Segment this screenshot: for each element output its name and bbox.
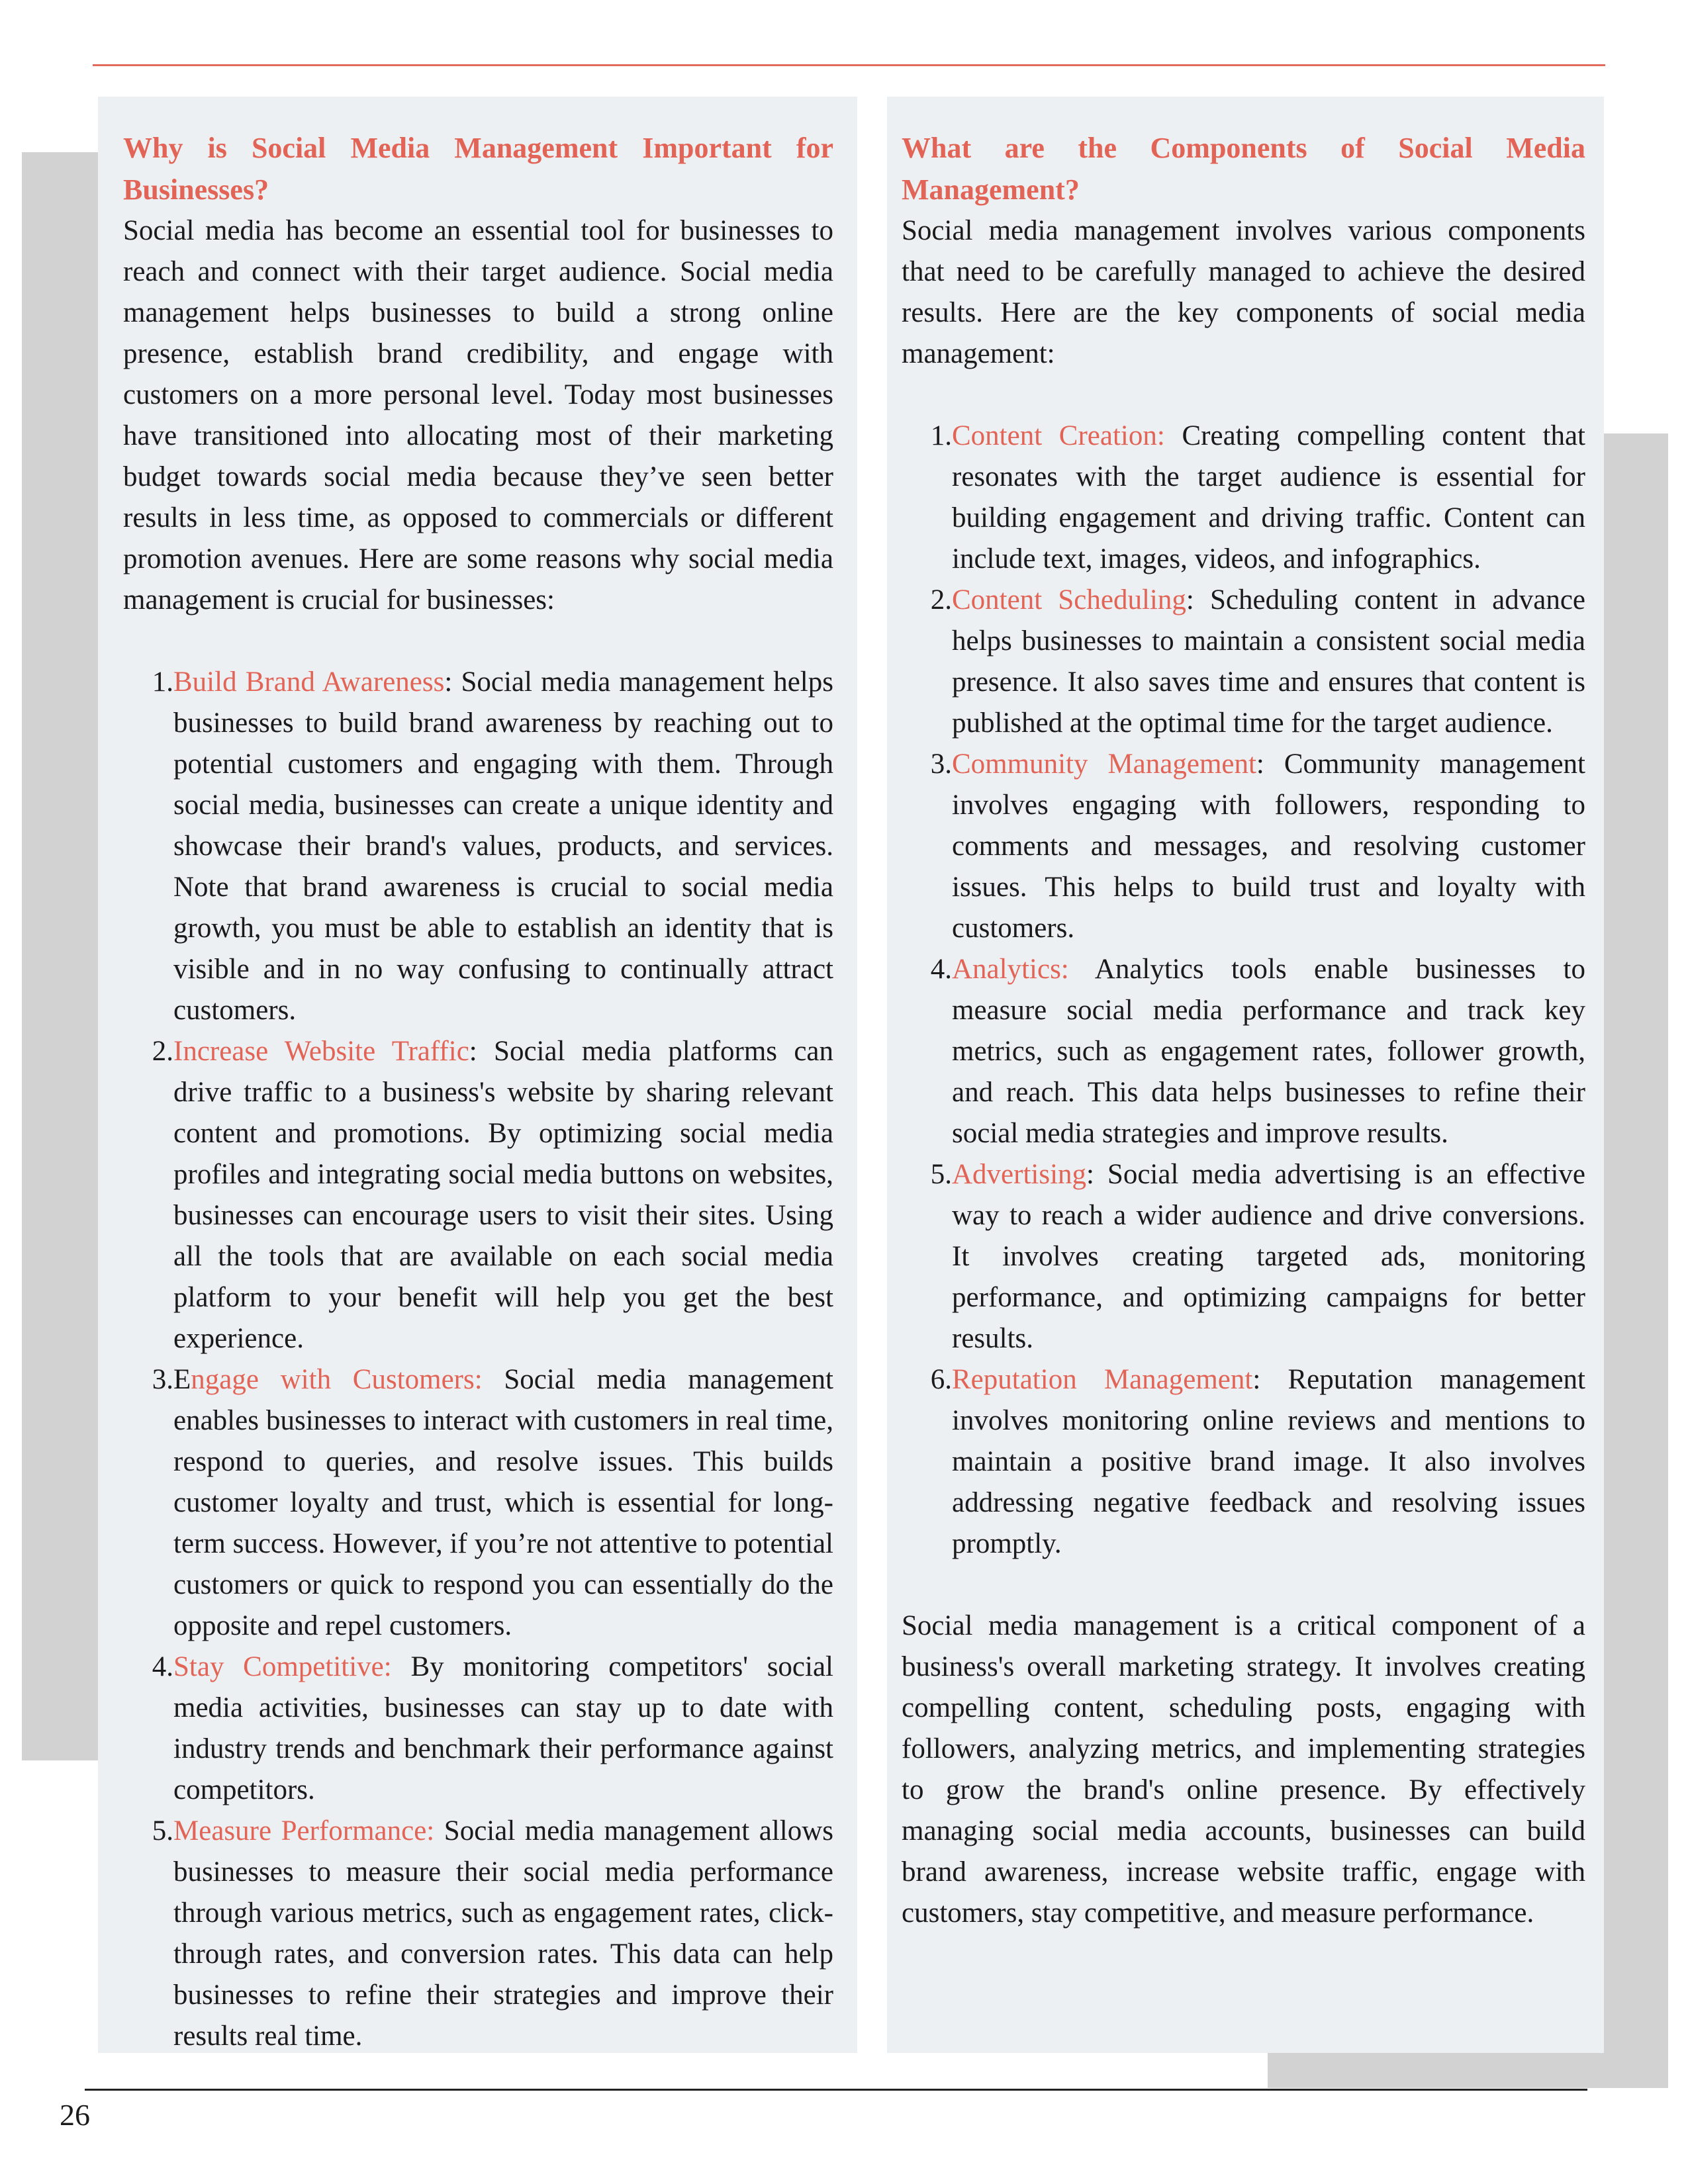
item-body: : Social media management helps businesses to build brand awareness by reaching out to potential customers and engaging with them. Through social media, businesses can create a unique identity and showcase their brand's values, products, and services. Note that brand awareness is crucial to social media growth, you must be able to establish an identity that is visible and in no way confusing to continually attract customers. xyxy=(173,666,833,1026)
list-item xyxy=(123,1811,833,2057)
item-body: Analytics tools enable businesses to measure social media performance and track key metrics, such as engagement rates, follower growth, and reach. This data helps businesses to refine their social media strategies and improve results. xyxy=(952,954,1585,1149)
item-keyword: Stay Competitive: xyxy=(173,1651,392,1682)
item-keyword: Content Scheduling xyxy=(952,584,1186,615)
item-keyword: Measure Performance: xyxy=(173,1815,435,1846)
list-item-text xyxy=(952,949,1585,1154)
item-body: Social media management enables businesses to interact with customers in real time, respond to queries, and resolve issues. This builds customer loyalty and trust, which is essential for long-term success. However, if you’re not attentive to potential customers or quick to respond you can essentially do the opposite and repel customers. xyxy=(173,1364,833,1641)
list-number: 2. xyxy=(152,1036,173,1067)
list-item xyxy=(123,1359,833,1647)
left-heading: Why is Social Media Management Important for Businesses? xyxy=(123,132,833,206)
item-body: : Community management involves engaging with followers, responding to comments and messages, and resolving customer issues. This helps to build trust and loyalty with customers. xyxy=(952,749,1585,944)
list-number: 5. xyxy=(152,1815,173,1846)
list-item xyxy=(123,1031,833,1359)
item-prefix: E xyxy=(173,1364,191,1395)
list-item xyxy=(902,949,1585,1154)
item-body: : Social media platforms can drive traffic to a business's website by sharing relevant content and promotions. By optimizing social media profiles and integrating social media buttons on websites, businesses can encourage users to visit their sites. Using all the tools that are available on each social media platform to your benefit will help you get the best experience. xyxy=(173,1036,833,1354)
list-item xyxy=(902,744,1585,949)
left-reasons-list xyxy=(123,662,833,2057)
item-body: : Reputation management involves monitoring online reviews and mentions to maintain a positive brand image. It also involves addressing negative feedback and resolving issues promptly. xyxy=(952,1364,1585,1559)
item-keyword: Increase Website Traffic xyxy=(173,1036,469,1067)
item-keyword: Reputation Management xyxy=(952,1364,1253,1395)
list-item xyxy=(902,1154,1585,1359)
list-number: 3. xyxy=(930,749,952,780)
list-number: 1. xyxy=(930,420,952,451)
list-number: 6. xyxy=(930,1364,952,1395)
item-body: : Social media advertising is an effective way to reach a wider audience and drive conversions. It involves creating targeted ads, monitoring performance, and optimizing campaigns for better results. xyxy=(952,1159,1585,1354)
item-body: Creating compelling content that resonates with the target audience is essential for building engagement and driving traffic. Content can include text, images, videos, and infographics. xyxy=(952,420,1585,574)
list-number: 4. xyxy=(930,954,952,985)
list-item xyxy=(123,1647,833,1811)
right-intro: Social media management involves various components that need to be carefully managed to achieve the desired results. Here are the key components of social media management: xyxy=(902,215,1585,369)
item-keyword: Advertising xyxy=(952,1159,1087,1190)
list-item-text xyxy=(173,1647,833,1811)
item-keyword: Community Management xyxy=(952,749,1256,780)
page-number: 26 xyxy=(60,2098,90,2132)
list-item xyxy=(902,1359,1585,1565)
item-keyword: Build Brand Awareness xyxy=(173,666,445,698)
list-number: 2. xyxy=(930,584,952,615)
list-item-text xyxy=(952,1154,1585,1359)
list-number: 1. xyxy=(152,666,173,698)
list-item xyxy=(902,416,1585,580)
spacer xyxy=(902,1565,1585,1606)
list-number: 3. xyxy=(152,1364,173,1395)
list-item-text xyxy=(173,662,833,1031)
list-item-text xyxy=(173,1359,833,1647)
list-item-text xyxy=(952,1359,1585,1565)
footer-rule xyxy=(85,2089,1587,2091)
item-keyword: Analytics: xyxy=(952,954,1069,985)
item-keyword: Content Creation: xyxy=(952,420,1165,451)
left-column xyxy=(98,97,857,2053)
list-item-text xyxy=(952,416,1585,580)
list-item xyxy=(902,580,1585,744)
list-item-text xyxy=(952,744,1585,949)
right-conclusion: Social media management is a critical component of a business's overall marketing strategy. It involves creating compelling content, scheduling posts, engaging with followers, analyzing metrics, and implementing strategies to grow the brand's online presence. By effectively managing social media accounts, businesses can build brand awareness, increase website traffic, engage with customers, stay competitive, and measure performance. xyxy=(902,1610,1585,1929)
right-heading: What are the Components of Social Media Management? xyxy=(902,132,1585,206)
list-item-text xyxy=(952,580,1585,744)
item-body: Social media management allows businesses to measure their social media performance through various metrics, such as engagement rates, click-through rates, and conversion rates. This data can help businesses to refine their strategies and improve their results real time. xyxy=(173,1815,834,2052)
list-item-text xyxy=(173,1811,833,2057)
left-intro: Social media has become an essential tool for businesses to reach and connect with their target audience. Social media management helps businesses to build a strong online presence, establish brand credibility, and engage with customers on a more personal level. Today most businesses have transitioned into allocating most of their marketing budget towards social media because they’ve seen better results in less time, as opposed to commercials or different promotion avenues. Here are some reasons why social media management is crucial for businesses: xyxy=(123,215,833,615)
header-rule xyxy=(93,64,1605,66)
right-column xyxy=(887,97,1604,2053)
list-number: 4. xyxy=(152,1651,173,1682)
item-body: : Scheduling content in advance helps businesses to maintain a consistent social media presence. It also saves time and ensures that content is published at the optimal time for the target audience. xyxy=(952,584,1586,739)
item-keyword: ngage with Customers: xyxy=(191,1364,483,1395)
list-number: 5. xyxy=(930,1159,952,1190)
item-body: By monitoring competitors' social media activities, businesses can stay up to date with industry trends and benchmark their performance against competitors. xyxy=(173,1651,833,1805)
list-item xyxy=(123,662,833,1031)
list-item-text xyxy=(173,1031,833,1359)
right-components-list xyxy=(902,416,1585,1565)
